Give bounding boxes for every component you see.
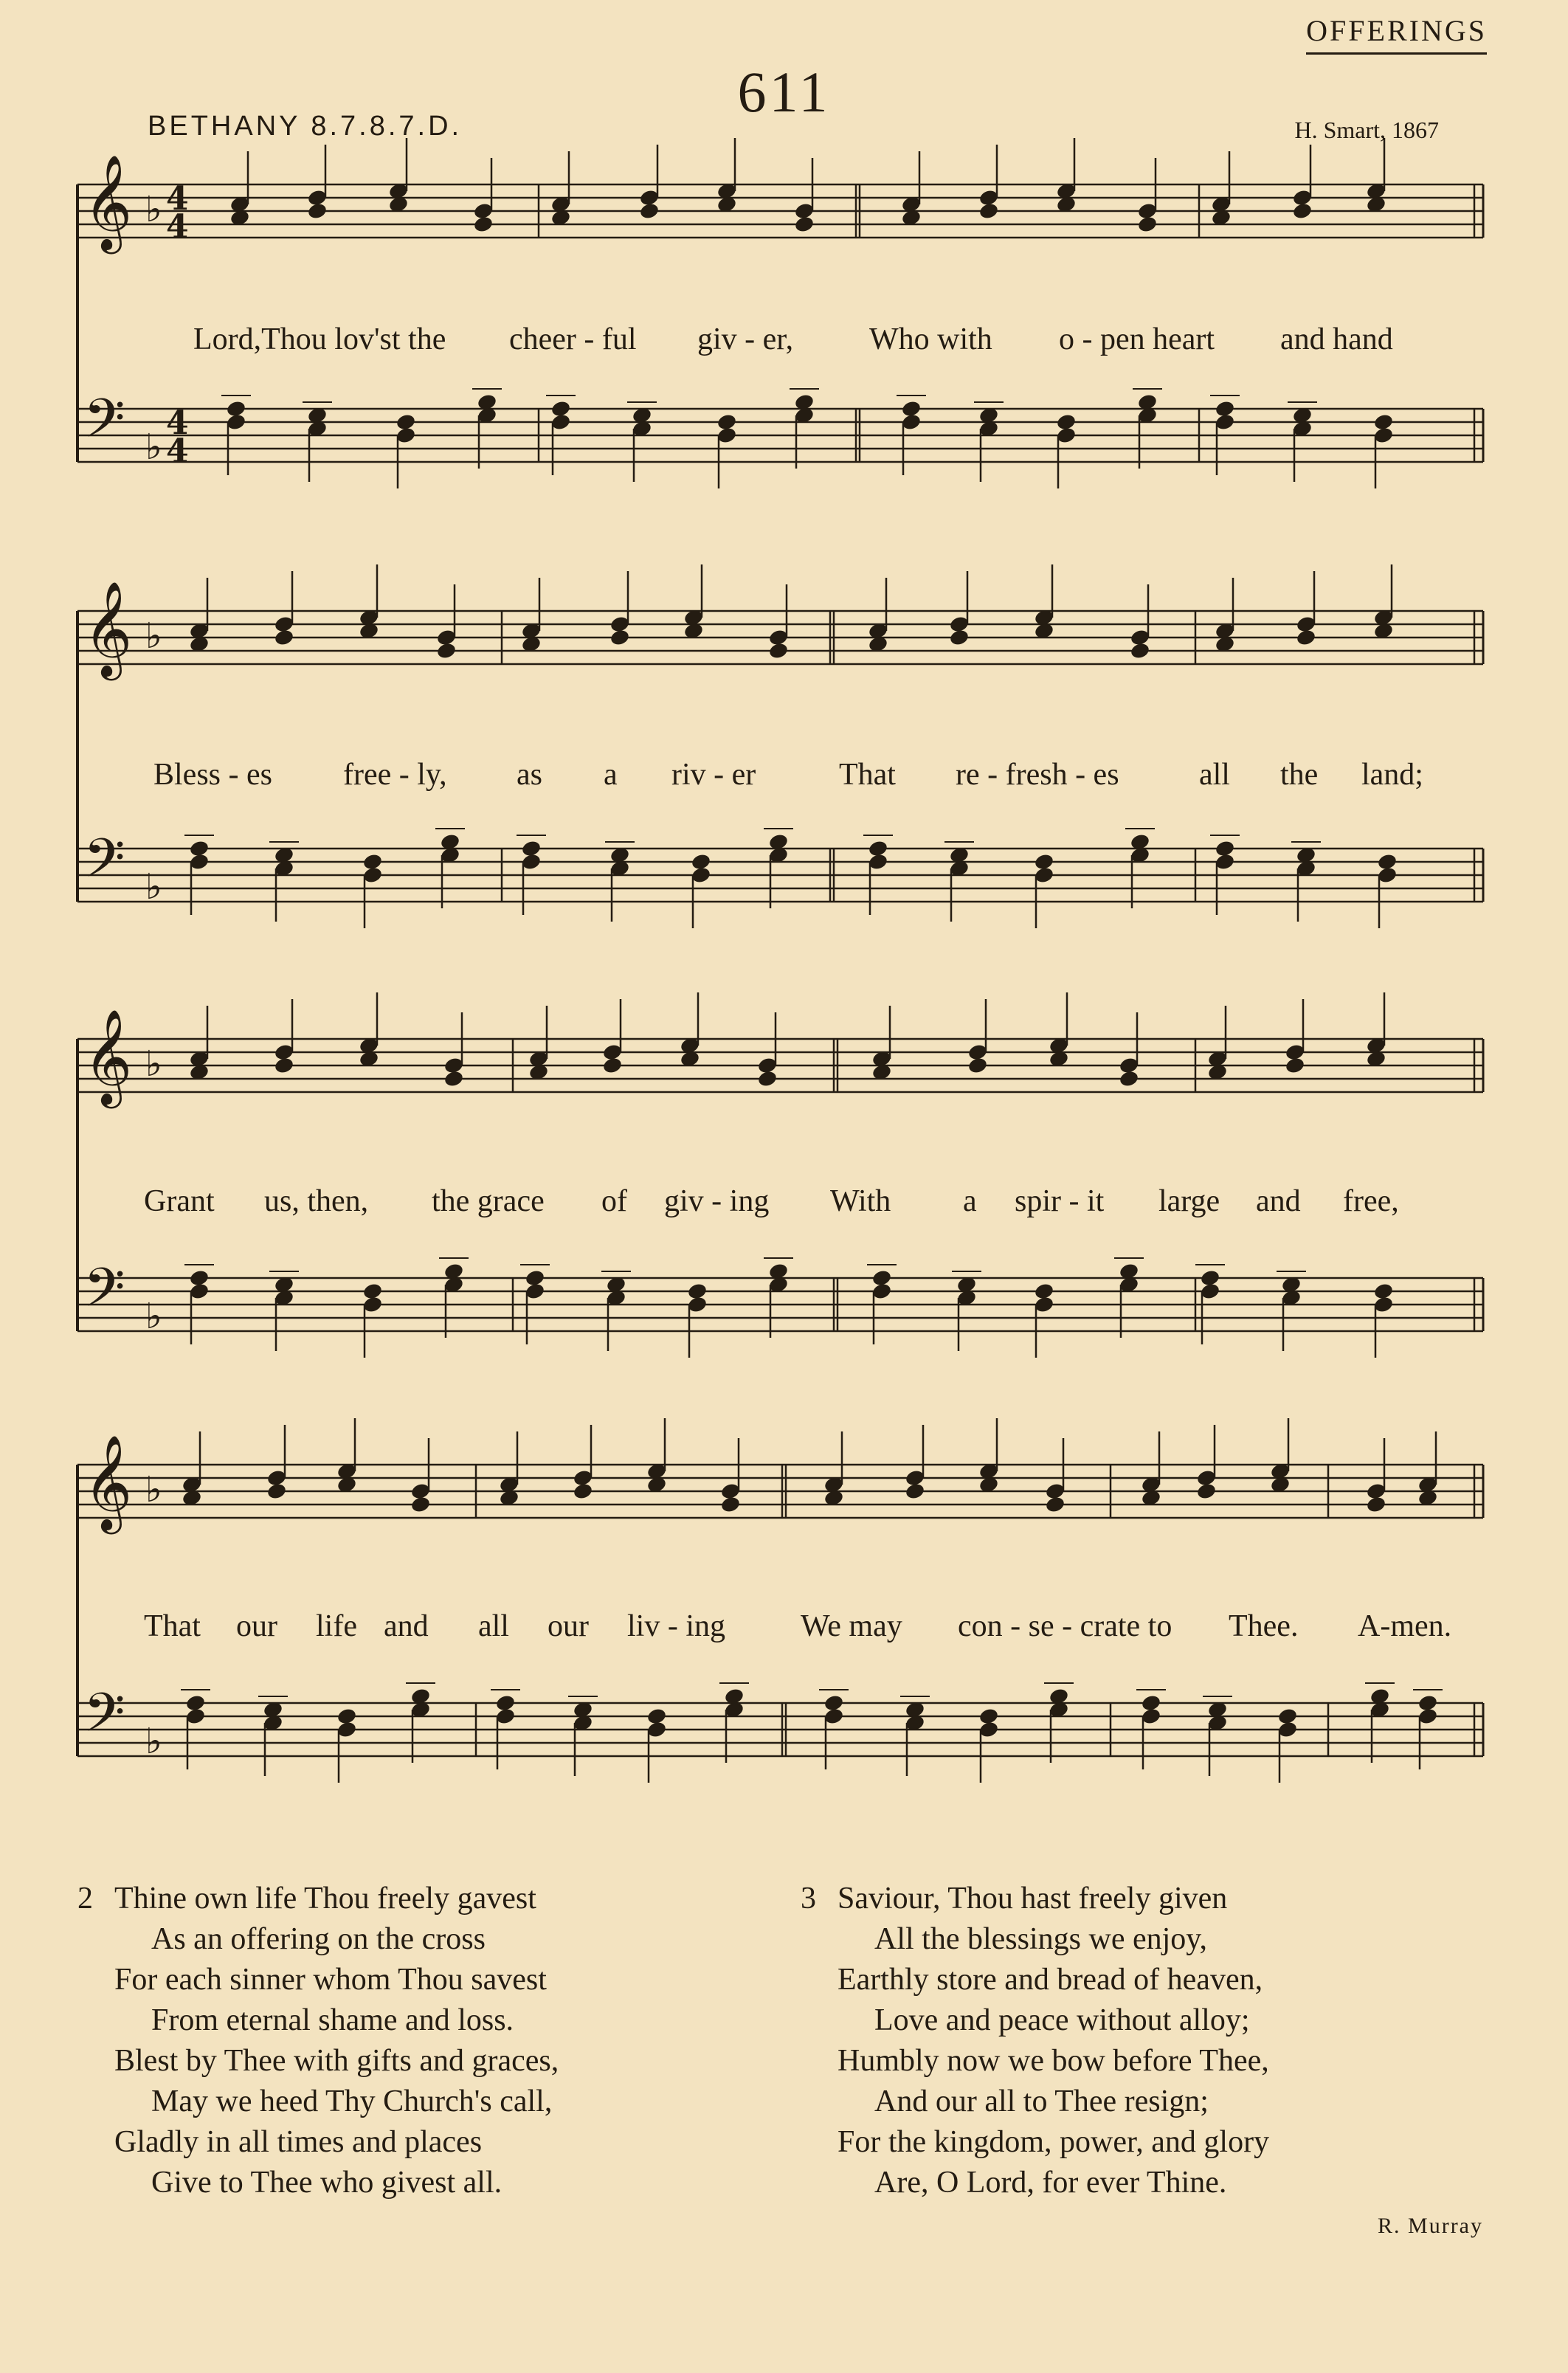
flat-icon: ♭ (145, 866, 162, 908)
verse-line: Humbly now we bow before Thee, (837, 2044, 1269, 2078)
verse-line: Blest by Thee with gifts and graces, (114, 2044, 559, 2078)
notehead (521, 839, 542, 857)
time-signature-top: 4 (166, 404, 189, 442)
notehead (495, 1693, 517, 1712)
lyric-syllable: and (384, 1609, 429, 1643)
flat-icon: ♭ (145, 1296, 162, 1337)
treble-clef-icon: 𝄞 (83, 1009, 133, 1105)
notehead (716, 412, 738, 431)
notehead (687, 1282, 708, 1300)
lyric-syllable: We may (801, 1609, 902, 1643)
notehead (1034, 1282, 1055, 1300)
bass-clef-icon: 𝄢 (83, 826, 125, 902)
verse-line: All the blessings we enjoy, (874, 1922, 1208, 1956)
lyric-syllable: of (601, 1184, 627, 1218)
verse-line: Gladly in all times and places (114, 2125, 483, 2159)
lyric-syllable: a (963, 1184, 977, 1218)
notehead (1215, 839, 1236, 857)
notehead (362, 1282, 384, 1300)
notehead (646, 1707, 668, 1725)
bass-clef-icon: 𝄢 (83, 387, 125, 463)
lyric-syllable: With (830, 1184, 891, 1218)
lyric-syllable: as (517, 758, 542, 792)
hymn-number: 611 (737, 60, 831, 124)
lyric-syllable: all (1199, 758, 1230, 792)
lyric-syllable: and hand (1280, 322, 1393, 356)
lyric-syllable: us, then, (264, 1184, 369, 1218)
time-signature-bottom: 4 (166, 208, 189, 246)
notehead (226, 399, 247, 418)
tune-name: BETHANY 8.7.8.7.D. (148, 111, 463, 142)
notehead (336, 1707, 358, 1725)
flat-icon: ♭ (145, 1043, 162, 1085)
verse-line: Saviour, Thou hast freely given (837, 1882, 1228, 1916)
verse-line: As an offering on the cross (151, 1922, 486, 1956)
verse-line: May we heed Thy Church's call, (151, 2084, 553, 2118)
verse-3 (801, 1879, 1269, 2203)
lyric-syllable: giv - er, (697, 322, 794, 356)
notehead (1034, 852, 1055, 871)
notehead (189, 839, 210, 857)
verse-number: 3 (801, 1882, 816, 1916)
notehead (550, 399, 572, 418)
verse-line: Give to Thee who givest all. (151, 2166, 502, 2200)
notehead (868, 839, 889, 857)
notehead (189, 1268, 210, 1287)
flat-icon: ♭ (145, 189, 162, 230)
notehead (1200, 1268, 1221, 1287)
notehead (1056, 412, 1077, 431)
lyric-syllable: our (236, 1609, 277, 1643)
verse-2 (77, 1879, 559, 2203)
verse-line: Are, O Lord, for ever Thine. (874, 2166, 1227, 2200)
verse-number: 2 (77, 1882, 93, 1916)
notehead (396, 412, 417, 431)
lyric-syllable: free - ly, (343, 758, 447, 792)
notehead (1417, 1693, 1439, 1712)
notehead (871, 1268, 893, 1287)
lyric-syllable: our (548, 1609, 589, 1643)
lyric-syllable: spir - it (1015, 1184, 1105, 1218)
flat-icon: ♭ (145, 1469, 162, 1510)
lyric-syllable: the grace (432, 1184, 545, 1218)
lyric-syllable: liv - ing (627, 1609, 725, 1643)
lyric-syllable: Bless - es (153, 758, 272, 792)
notehead (901, 399, 922, 418)
author: R. Murray (1378, 2214, 1483, 2238)
notehead (1377, 852, 1398, 871)
verse-line: Love and peace without alloy; (874, 2003, 1250, 2037)
lyric-syllable: cheer - ful (509, 322, 637, 356)
lyric-syllable: o - pen heart (1059, 322, 1215, 356)
lyric-syllable: Grant (144, 1184, 215, 1218)
lyric-syllable: Thee. (1229, 1609, 1299, 1643)
lyric-syllable: That (144, 1609, 201, 1643)
notehead (1373, 412, 1395, 431)
lyric-syllable: life (316, 1609, 357, 1643)
lyric-syllable: giv - ing (664, 1184, 770, 1218)
treble-clef-icon: 𝄞 (83, 1434, 133, 1530)
lyric-syllable: free, (1343, 1184, 1399, 1218)
time-signature-bottom: 4 (166, 432, 189, 470)
lyric-syllable: land; (1361, 758, 1423, 792)
notehead (1215, 399, 1236, 418)
lyric-syllable: a (604, 758, 618, 792)
lyric-syllable: A-men. (1358, 1609, 1452, 1643)
lyric-syllable: That (839, 758, 896, 792)
notehead (823, 1693, 845, 1712)
treble-clef-icon: 𝄞 (83, 581, 133, 677)
composer: H. Smart, 1867 (1294, 117, 1439, 143)
section-label: OFFERINGS (1306, 13, 1487, 55)
notehead (978, 1707, 1000, 1725)
verse-line: From eternal shame and loss. (151, 2003, 514, 2037)
verse-line: And our all to Thee resign; (874, 2084, 1209, 2118)
lyric-syllable: and (1256, 1184, 1301, 1218)
notehead (185, 1693, 207, 1712)
notehead (1277, 1707, 1299, 1725)
time-signature-top: 4 (166, 180, 189, 218)
lyric-syllable: riv - er (671, 758, 756, 792)
verse-line: Earthly store and bread of heaven, (837, 1963, 1263, 1997)
notehead (1373, 1282, 1395, 1300)
lyric-syllable: large (1158, 1184, 1220, 1218)
lyric-syllable: the (1280, 758, 1319, 792)
notehead (362, 852, 384, 871)
lyric-syllable: con - se - crate to (958, 1609, 1172, 1643)
flat-icon: ♭ (145, 615, 162, 657)
treble-clef-icon: 𝄞 (83, 154, 133, 250)
notehead (691, 852, 712, 871)
verse-line: For each sinner whom Thou savest (114, 1963, 547, 1997)
verse-line: Thine own life Thou freely gavest (114, 1882, 536, 1916)
notehead (1141, 1693, 1162, 1712)
lyric-syllable: re - fresh - es (956, 758, 1119, 792)
flat-icon: ♭ (145, 426, 162, 468)
bass-clef-icon: 𝄢 (83, 1681, 125, 1757)
notehead (525, 1268, 546, 1287)
verse-line: For the kingdom, power, and glory (837, 2125, 1270, 2159)
lyric-syllable: Who with (869, 322, 992, 356)
lyric-syllable: all (478, 1609, 509, 1643)
flat-icon: ♭ (145, 1721, 162, 1762)
lyric-syllable: Lord,Thou lov'st the (193, 322, 446, 356)
bass-clef-icon: 𝄢 (83, 1256, 125, 1332)
